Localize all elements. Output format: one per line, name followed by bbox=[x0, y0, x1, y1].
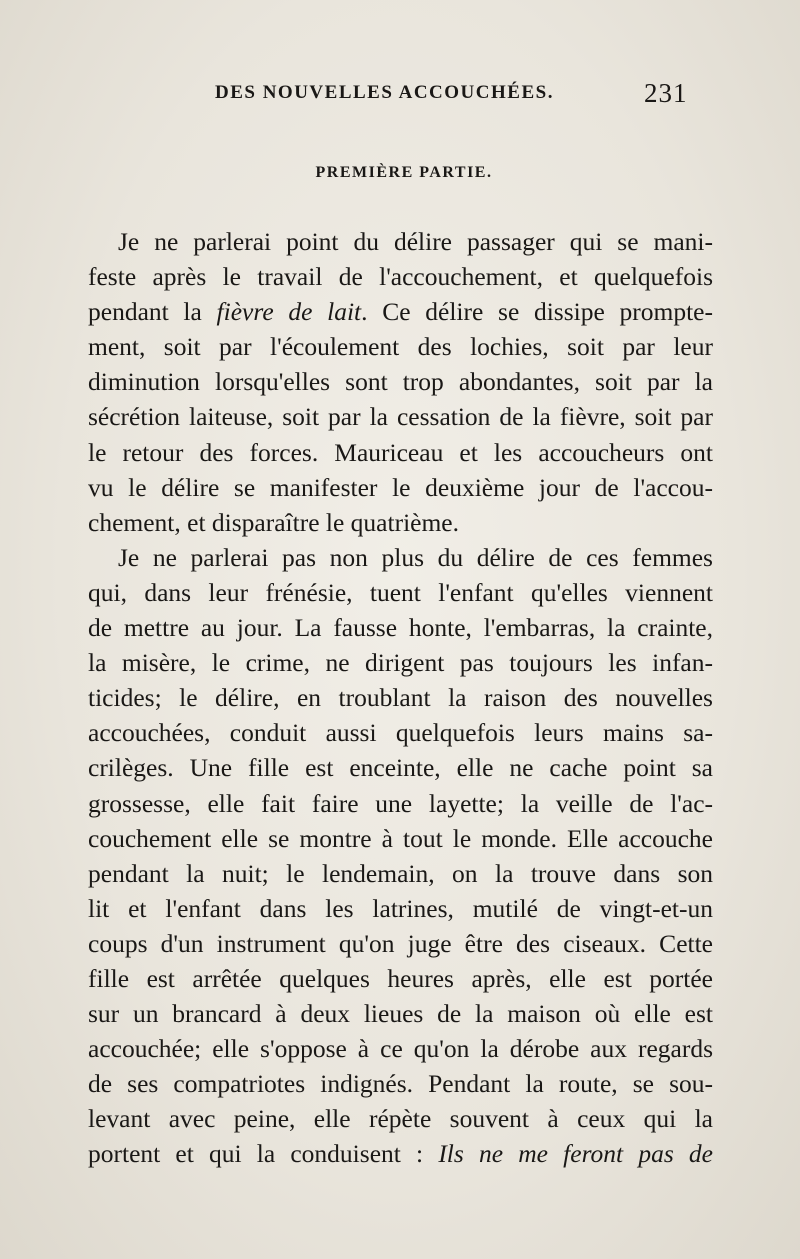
italic-phrase: Ils ne me feront pas de bbox=[438, 1139, 714, 1169]
text-run: chement, et disparaître le quatrième. bbox=[88, 507, 459, 537]
text-line bbox=[88, 575, 713, 610]
text-line bbox=[88, 610, 713, 645]
text-line bbox=[88, 821, 713, 856]
text-line bbox=[88, 715, 713, 750]
text-line bbox=[88, 294, 713, 329]
section-title: PREMIÈRE PARTIE. bbox=[315, 164, 493, 181]
text-run: diminution lorsqu'elles sont trop abondantes, soit par la bbox=[88, 367, 713, 397]
text-line bbox=[88, 645, 713, 680]
text-run: crilèges. Une fille est enceinte, elle ne cache point sa bbox=[88, 753, 713, 783]
page-number: 231 bbox=[644, 78, 688, 108]
text-run: feste après le travail de l'accouchement, et quelquefois bbox=[88, 262, 713, 292]
text-run: portent et qui la conduisent : bbox=[88, 1139, 439, 1169]
text-line bbox=[88, 329, 713, 364]
text-run: grossesse, elle fait faire une layette; la veille de l'ac- bbox=[88, 788, 713, 818]
text-line bbox=[88, 224, 713, 259]
text-line bbox=[88, 926, 713, 961]
text-line bbox=[88, 399, 713, 434]
text-line bbox=[88, 1031, 713, 1066]
text-line bbox=[88, 856, 713, 891]
text-line bbox=[88, 540, 713, 575]
text-line bbox=[88, 1136, 713, 1171]
text-run: qui, dans leur frénésie, tuent l'enfant qu'elles viennent bbox=[88, 577, 713, 607]
running-head bbox=[0, 78, 800, 114]
text-line bbox=[88, 891, 713, 926]
text-run: ment, soit par l'écoulement des lochies, soit par leur bbox=[88, 332, 713, 362]
text-line bbox=[88, 750, 713, 785]
text-run: pendant la nuit; le lendemain, on la trouve dans son bbox=[88, 858, 713, 888]
text-line bbox=[88, 1066, 713, 1101]
running-title: DES NOUVELLES ACCOUCHÉES. bbox=[215, 82, 554, 103]
text-run: . Ce délire se dissipe prompte- bbox=[361, 297, 713, 327]
text-run: sur un brancard à deux lieues de la maison où elle est bbox=[88, 999, 713, 1029]
text-run: Je ne parlerai point du délire passager qui se mani- bbox=[118, 227, 713, 256]
text-run: lit et l'enfant dans les latrines, mutilé de vingt-et-un bbox=[88, 893, 713, 923]
text-run: accouchée; elle s'oppose à ce qu'on la dérobe aux regards bbox=[88, 1034, 713, 1064]
text-run: Je ne parlerai pas non plus du délire de ces femmes bbox=[118, 542, 713, 572]
text-line bbox=[88, 435, 713, 470]
text-line bbox=[88, 259, 713, 294]
text-line bbox=[88, 680, 713, 715]
text-line bbox=[88, 1101, 713, 1136]
text-run: vu le délire se manifester le deuxième jour de l'accou- bbox=[88, 472, 713, 502]
text-run: accouchées, conduit aussi quelquefois leurs mains sa- bbox=[88, 718, 713, 748]
text-run: sécrétion laiteuse, soit par la cessation de la fièvre, soit par bbox=[88, 402, 713, 432]
text-run: levant avec peine, elle répète souvent à ceux qui la bbox=[88, 1104, 713, 1134]
text-line bbox=[88, 786, 713, 821]
text-run: le retour des forces. Mauriceau et les accoucheurs ont bbox=[88, 437, 713, 467]
text-run: de ses compatriotes indignés. Pendant la route, se sou- bbox=[88, 1069, 713, 1099]
text-run: fille est arrêtée quelques heures après, elle est portée bbox=[88, 963, 713, 993]
text-run: couchement elle se montre à tout le monde. Elle accouche bbox=[88, 823, 713, 853]
body-text bbox=[88, 224, 713, 1172]
text-line bbox=[88, 961, 713, 996]
text-run: coups d'un instrument qu'on juge être des ciseaux. Cette bbox=[88, 928, 713, 958]
text-line bbox=[88, 470, 713, 505]
text-line bbox=[88, 996, 713, 1031]
text-line bbox=[88, 505, 713, 540]
text-run: la misère, le crime, ne dirigent pas toujours les infan- bbox=[88, 648, 713, 678]
italic-phrase: fièvre de lait bbox=[216, 297, 362, 327]
text-run: ticides; le délire, en troublant la raison des nouvelles bbox=[88, 683, 713, 713]
text-line bbox=[88, 364, 713, 399]
text-run: pendant la bbox=[88, 297, 217, 327]
text-run: de mettre au jour. La fausse honte, l'embarras, la crainte, bbox=[88, 613, 713, 643]
